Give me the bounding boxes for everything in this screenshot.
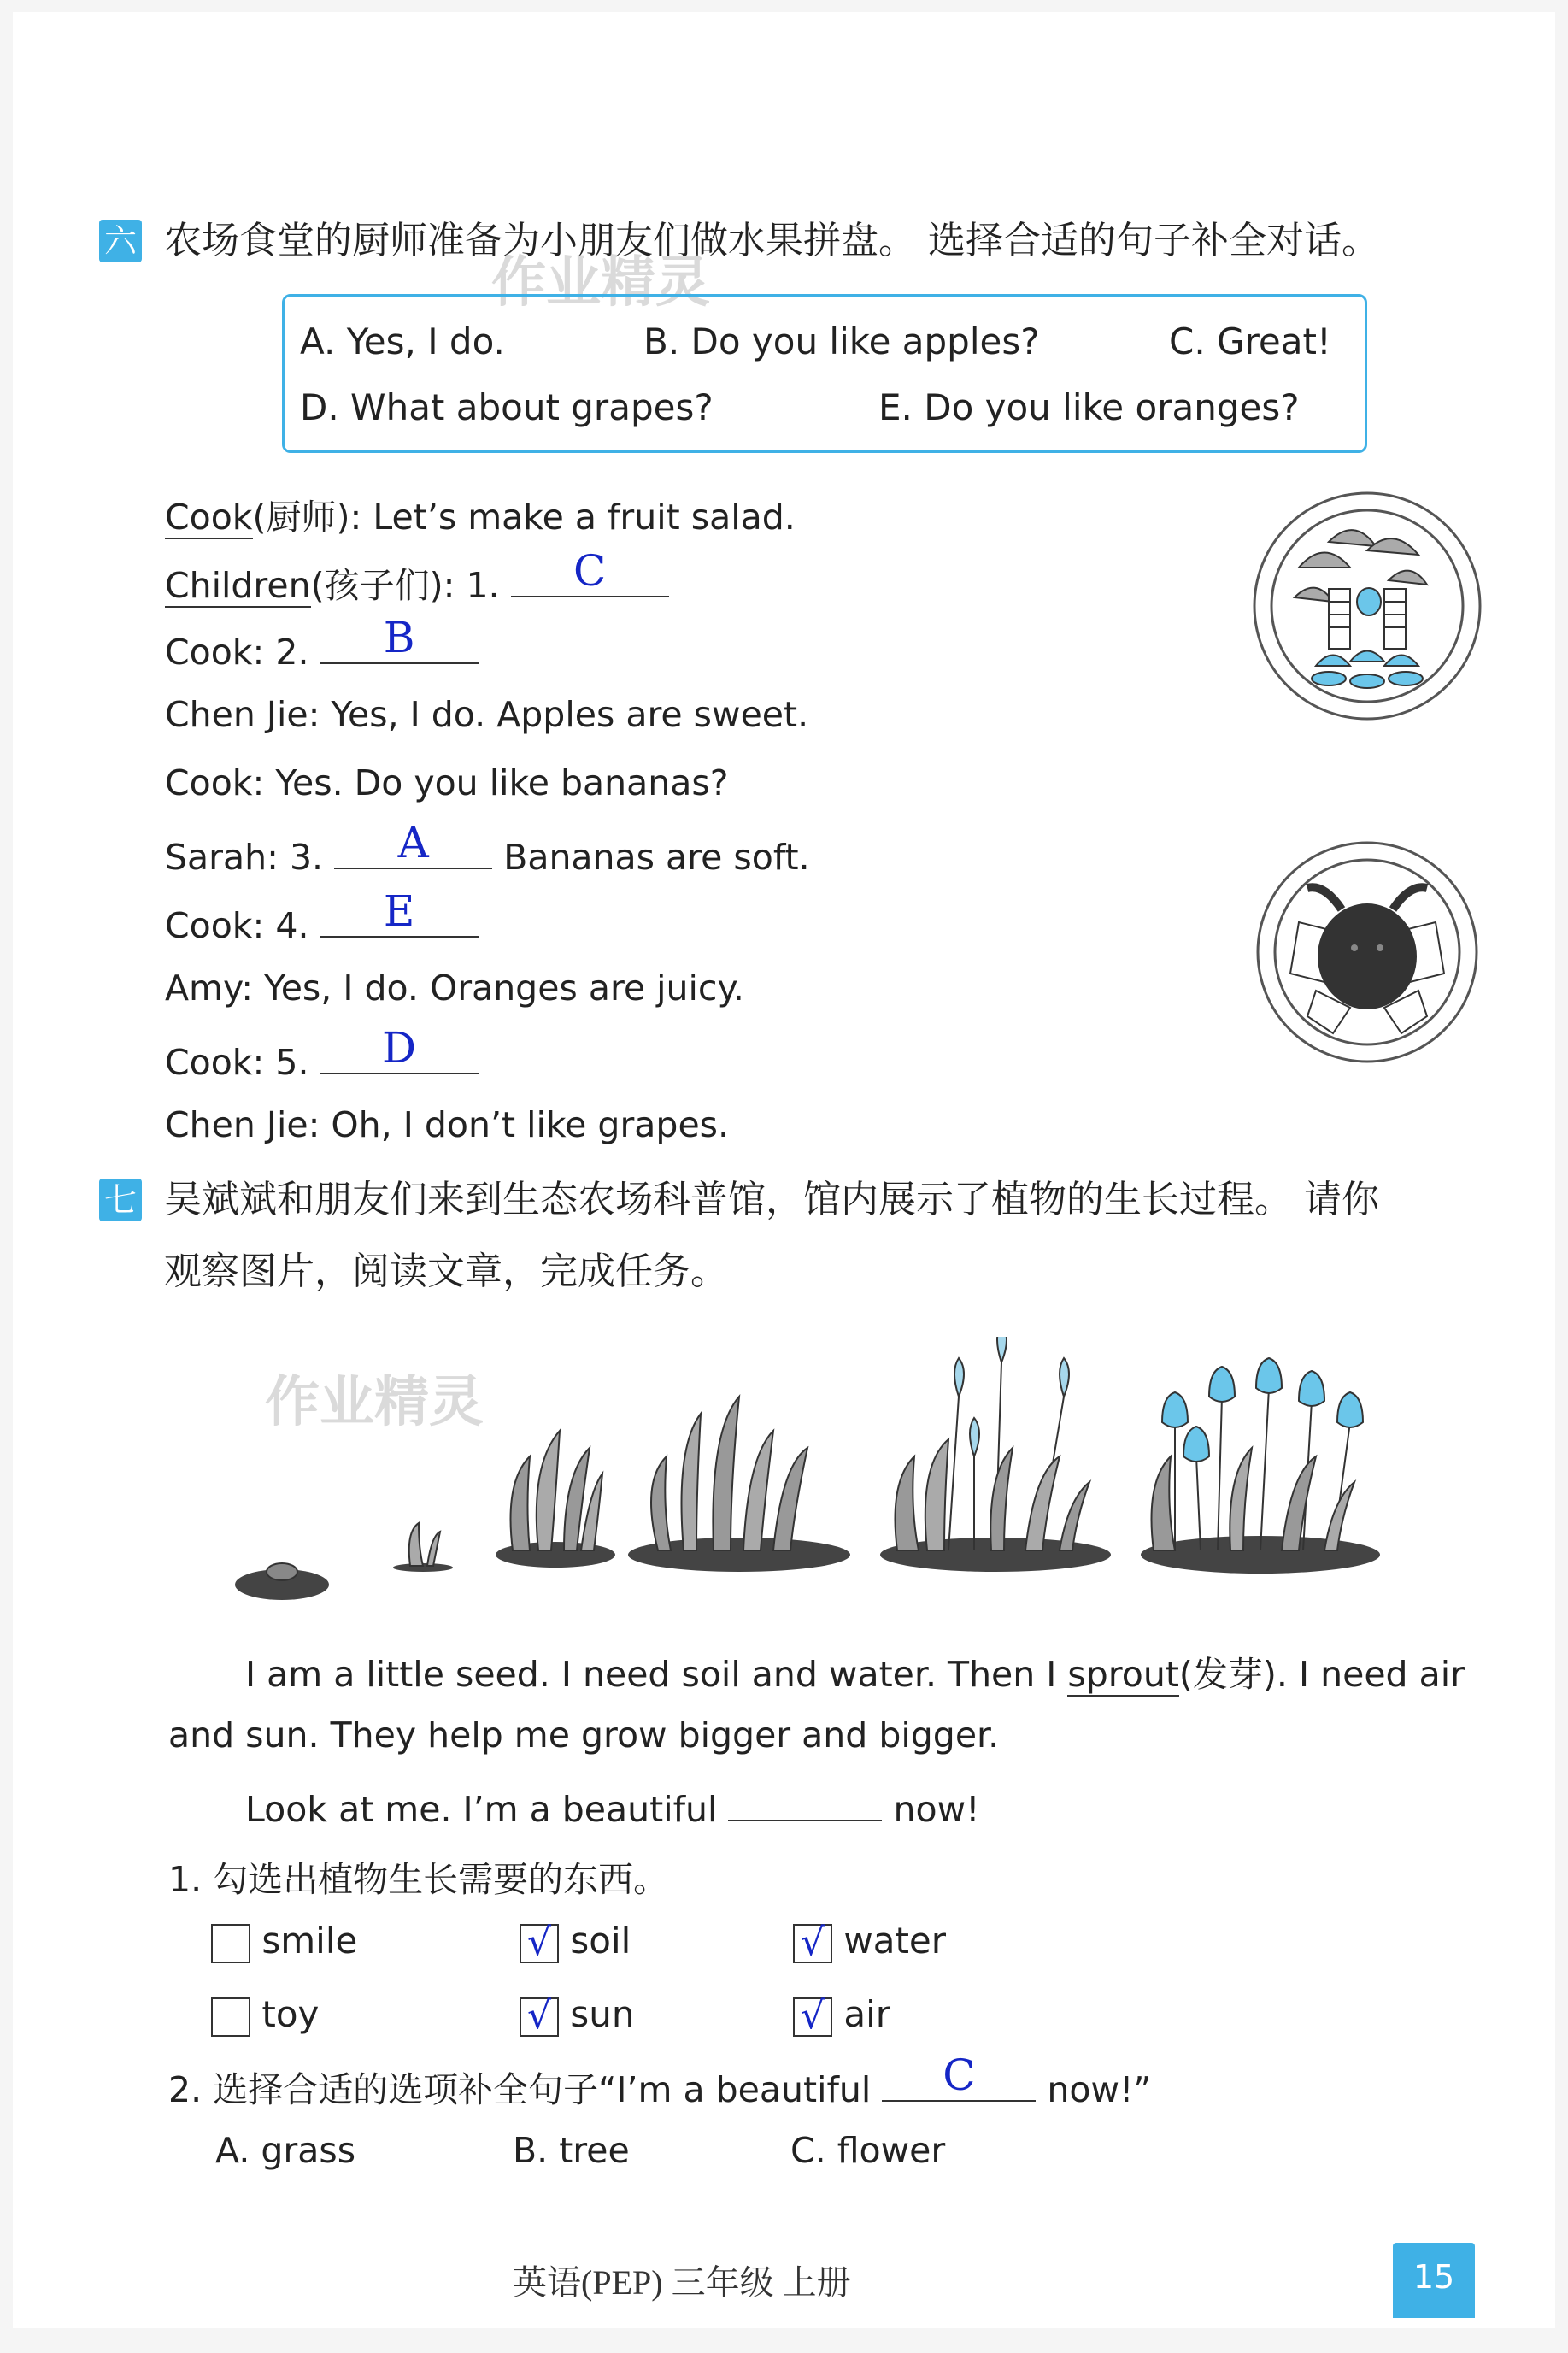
check-mark: √ — [526, 1993, 552, 2038]
footer-title: 英语(PEP) 三年级 上册 — [513, 2263, 851, 2302]
checkbox-item-air[interactable] — [793, 1993, 890, 2037]
line-text-after: Bananas are soft. — [503, 837, 810, 879]
q2-option-c: C. flower — [790, 2130, 946, 2171]
word-sprout: sprout — [1067, 1654, 1179, 1695]
question-2 — [168, 2050, 1152, 2112]
dialogue-line-3 — [165, 613, 479, 674]
flowering-plant-image — [1141, 1358, 1380, 1574]
q2-option-a: A. grass — [215, 2130, 356, 2171]
checkbox[interactable] — [793, 1920, 832, 1964]
passage-line-2: and sun. They help me grow bigger and bigger. — [168, 1715, 1000, 1756]
section-6-badge: 六 — [99, 220, 142, 262]
dialogue-line-8: Amy: Yes, I do. Oranges are juicy. — [165, 968, 744, 1009]
dialogue-line-2 — [165, 546, 669, 608]
checkbox[interactable] — [211, 1924, 250, 1963]
passage-text: I am a little seed. I need soil and water. Then I — [245, 1654, 1068, 1695]
checkbox[interactable] — [793, 1993, 832, 2038]
section-7-badge: 七 — [99, 1179, 142, 1221]
young-plant-image — [496, 1431, 615, 1568]
page-number: 15 — [1393, 2243, 1475, 2318]
banana-plate-image — [1248, 486, 1487, 726]
sprout-image — [393, 1523, 453, 1572]
budding-plant-image — [880, 1337, 1111, 1572]
passage-text: . I need air — [1276, 1654, 1465, 1695]
checkbox-label: air — [843, 1993, 891, 2035]
passage-line-1 — [245, 1646, 1465, 1697]
answer-blank-1[interactable] — [511, 546, 669, 597]
section-7-instruction-line-2: 观察图片，阅读文章，完成任务。 — [164, 1250, 728, 1293]
checkbox-label: smile — [261, 1920, 358, 1962]
option-a: A. Yes, I do. — [300, 321, 505, 362]
checkbox-item-water[interactable] — [793, 1920, 946, 1963]
handwritten-answer: D — [382, 1023, 417, 1074]
handwritten-answer: C — [943, 2050, 976, 2100]
speaker-cn: (厨师) — [252, 497, 350, 538]
option-c: C. Great! — [1169, 321, 1331, 362]
checkbox-label: toy — [261, 1993, 320, 2035]
plant-growth-illustration — [222, 1337, 1444, 1619]
speaker-cook: Cook — [165, 497, 253, 538]
passage-text: now! — [893, 1789, 980, 1831]
passage-text: Look at me. I’m a beautiful — [245, 1789, 718, 1831]
grape-plate-image — [1248, 837, 1487, 1068]
answer-blank-3[interactable] — [334, 818, 492, 869]
options-box — [282, 294, 1367, 453]
checkbox-label: sun — [570, 1993, 635, 2035]
check-mark: √ — [526, 1920, 552, 1964]
grown-plant-image — [628, 1397, 850, 1572]
checkbox-item-soil[interactable] — [520, 1920, 631, 1963]
answer-blank-5[interactable] — [320, 1023, 479, 1074]
answer-blank-2[interactable] — [320, 613, 479, 664]
answer-blank-q2[interactable] — [882, 2050, 1036, 2102]
answer-blank-4[interactable] — [320, 886, 479, 938]
checkbox-item-sun[interactable] — [520, 1993, 634, 2037]
section-6-instruction: 农场食堂的厨师准备为小朋友们做水果拼盘。 选择合适的句子补全对话。 — [164, 219, 1379, 262]
line-text: Cook: 5. — [165, 1042, 309, 1084]
handwritten-answer: B — [383, 613, 415, 663]
line-text: Cook: 2. — [165, 632, 309, 674]
line-text: Cook: 4. — [165, 905, 309, 947]
dialogue-line-6 — [165, 818, 810, 879]
dialogue-line-1 — [165, 489, 796, 539]
speaker-cn: (孩子们) — [310, 565, 443, 606]
watermark: 作业精灵 — [491, 251, 710, 315]
checkbox[interactable] — [520, 1993, 559, 2038]
checkbox-item-smile[interactable] — [211, 1920, 357, 1963]
checkbox[interactable] — [520, 1920, 559, 1964]
handwritten-answer: C — [573, 546, 607, 596]
dialogue-line-5: Cook: Yes. Do you like bananas? — [165, 762, 729, 803]
dialogue-line-4: Chen Jie: Yes, I do. Apples are sweet. — [165, 694, 809, 735]
speaker-children: Children — [165, 565, 311, 606]
watermark: 作业精灵 — [265, 1371, 484, 1434]
question-text: now!” — [1047, 2069, 1152, 2110]
checkbox-item-toy[interactable] — [211, 1993, 319, 2037]
checkbox[interactable] — [211, 1997, 250, 2037]
handwritten-answer: A — [397, 818, 429, 868]
checkbox-label: soil — [570, 1920, 631, 1962]
option-b: B. Do you like apples? — [643, 321, 1040, 362]
dialogue-line-7 — [165, 886, 479, 947]
word-translation: (发芽) — [1178, 1654, 1277, 1695]
line-text: : Let’s make a fruit salad. — [349, 497, 796, 538]
question-1-title: 1. 勾选出植物生长需要的东西。 — [168, 1859, 669, 1900]
section-7-instruction-line-1: 吴斌斌和朋友们来到生态农场科普馆，馆内展示了植物的生长过程。 请你 — [164, 1178, 1379, 1221]
question-text: 2. 选择合适的选项补全句子“I’m a beautiful — [168, 2069, 872, 2110]
line-text: Sarah: 3. — [165, 837, 324, 879]
option-e: E. Do you like oranges? — [878, 386, 1300, 428]
check-mark: √ — [800, 1920, 825, 1964]
workbook-page — [13, 12, 1555, 2328]
option-d: D. What about grapes? — [300, 386, 714, 428]
passage-blank[interactable] — [728, 1783, 882, 1821]
passage-line-3 — [245, 1783, 980, 1830]
check-mark: √ — [800, 1993, 825, 2038]
checkbox-label: water — [843, 1920, 947, 1962]
handwritten-answer: E — [383, 886, 415, 937]
seed-image — [235, 1563, 329, 1600]
q2-option-b: B. tree — [513, 2130, 630, 2171]
line-text: : 1. — [443, 565, 500, 606]
dialogue-line-10: Chen Jie: Oh, I don’t like grapes. — [165, 1104, 730, 1145]
dialogue-line-9 — [165, 1023, 479, 1084]
